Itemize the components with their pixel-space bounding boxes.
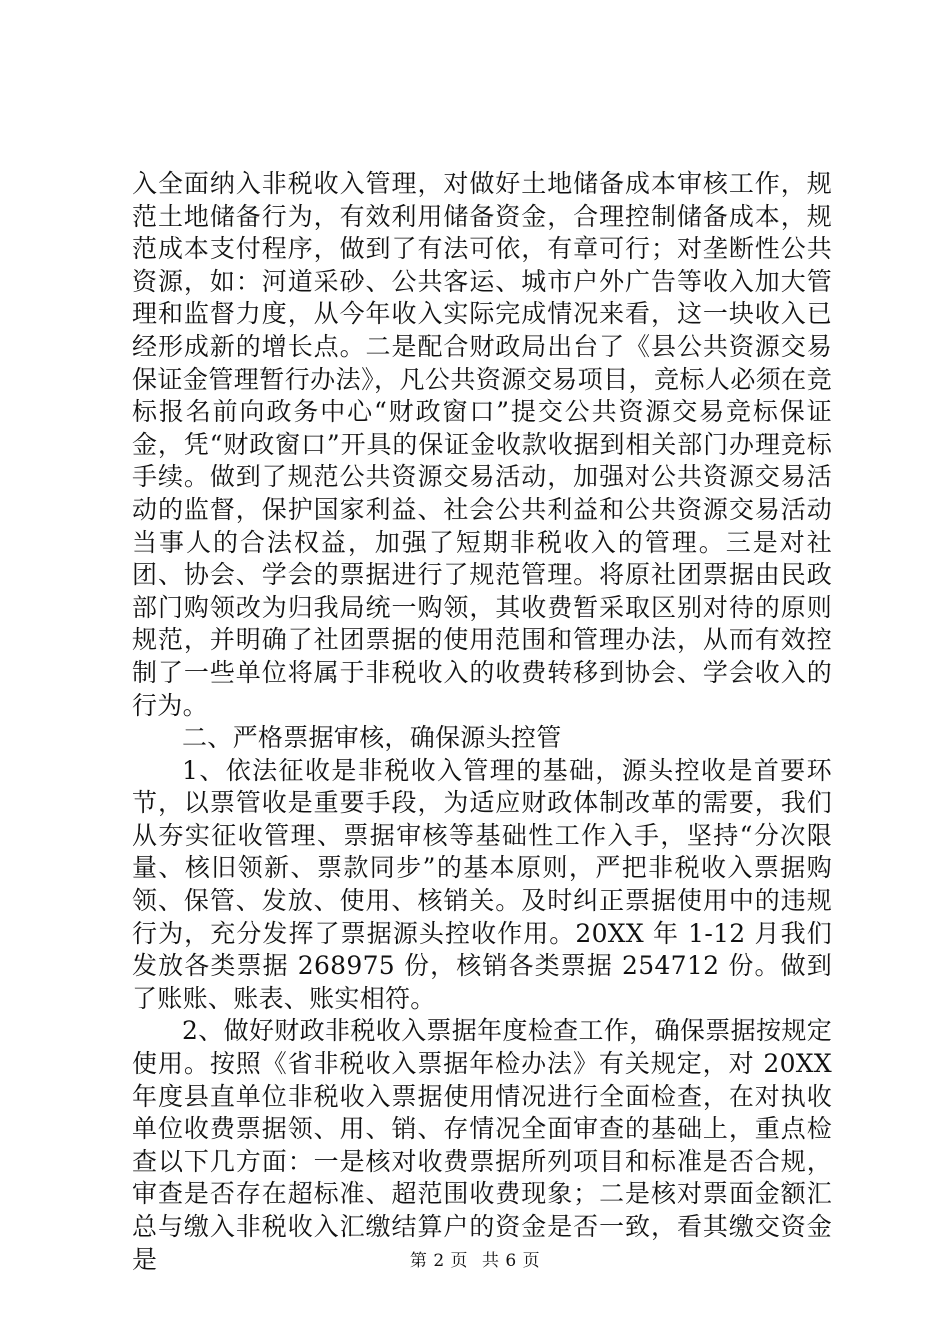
paragraph-land-reserve: 入全面纳入非税收入管理，对做好土地储备成本审核工作，规范土地储备行为，有效利用储备资金，合理控制储备成本，规范成本支付程序，做到了有法可依，有章可行；对垄断性公共资源，如：河道采砂、公共客运、城市户外广告等收入加大管理和监督力度，从今年收入实际完成情况来看，这一块收入已经形成新的增长点。二是配合财政局出台了《县公共资源交易保证金管理暂行办法》，凡公共资源交易项目，竞标人必须在竞标报名前向政务中心“财政窗口”提交公共资源交易竞标保证金，凭“财政窗口”开具的保证金收款收据到相关部门办理竞标手续。做到了规范公共资源交易活动，加强对公共资源交易活动的监督，保护国家利益、社会公共利益和公共资源交易活动当事人的合法权益，加强了短期非税收入的管理。三是对社团、协会、学会的票据进行了规范管理。将原社团票据由民政部门购领改为归我局统一购领，其收费暂采取区别对待的原则规范，并明确了社团票据的使用范围和管理办法，从而有效控制了一些单位将属于非税收入的收费转移到协会、学会收入的行为。 [132,169,832,720]
page-footer [0,1246,950,1271]
paragraph-annual-inspection: 2、做好财政非税收入票据年度检查工作，确保票据按规定使用。按照《省非税收入票据年检办法》有关规定，对 20XX 年度县直单位非税收入票据使用情况进行全面检查，在对执收单位收费票据领、用、销、存情况全面审查的基础上，重点检查以下几方面：一是核对收费票据所列项目和标准是否合规，审查是否存在超标准、超范围收费现象；二是核对票面金额汇总与缴入非税收入汇缴结算户的资金是否一致，看其缴交资金是 [132,1016,832,1274]
section-heading-ticket-review: 二、严格票据审核，确保源头控管 [182,723,562,753]
page-total: 共 6 页 [481,1251,541,1271]
document-body [132,168,832,1276]
paragraph-lawful-collection: 1、依法征收是非税收入管理的基础，源头控收是首要环节，以票管收是重要手段，为适应财政体制改革的需要，我们从夯实征收管理、票据审核等基础性工作入手，坚持“分次限量、核旧领新、票款同步”的基本原则，严把非税收入票据购领、保管、发放、使用、核销关。及时纠正票据使用中的违规行为，充分发挥了票据源头控收作用。20XX 年 1-12 月我们发放各类票据 268975 份，核销各类票据 254712 份。做到了账账、账表、账实相符。 [132,755,832,1013]
page-number: 第 2 页 [409,1251,469,1271]
